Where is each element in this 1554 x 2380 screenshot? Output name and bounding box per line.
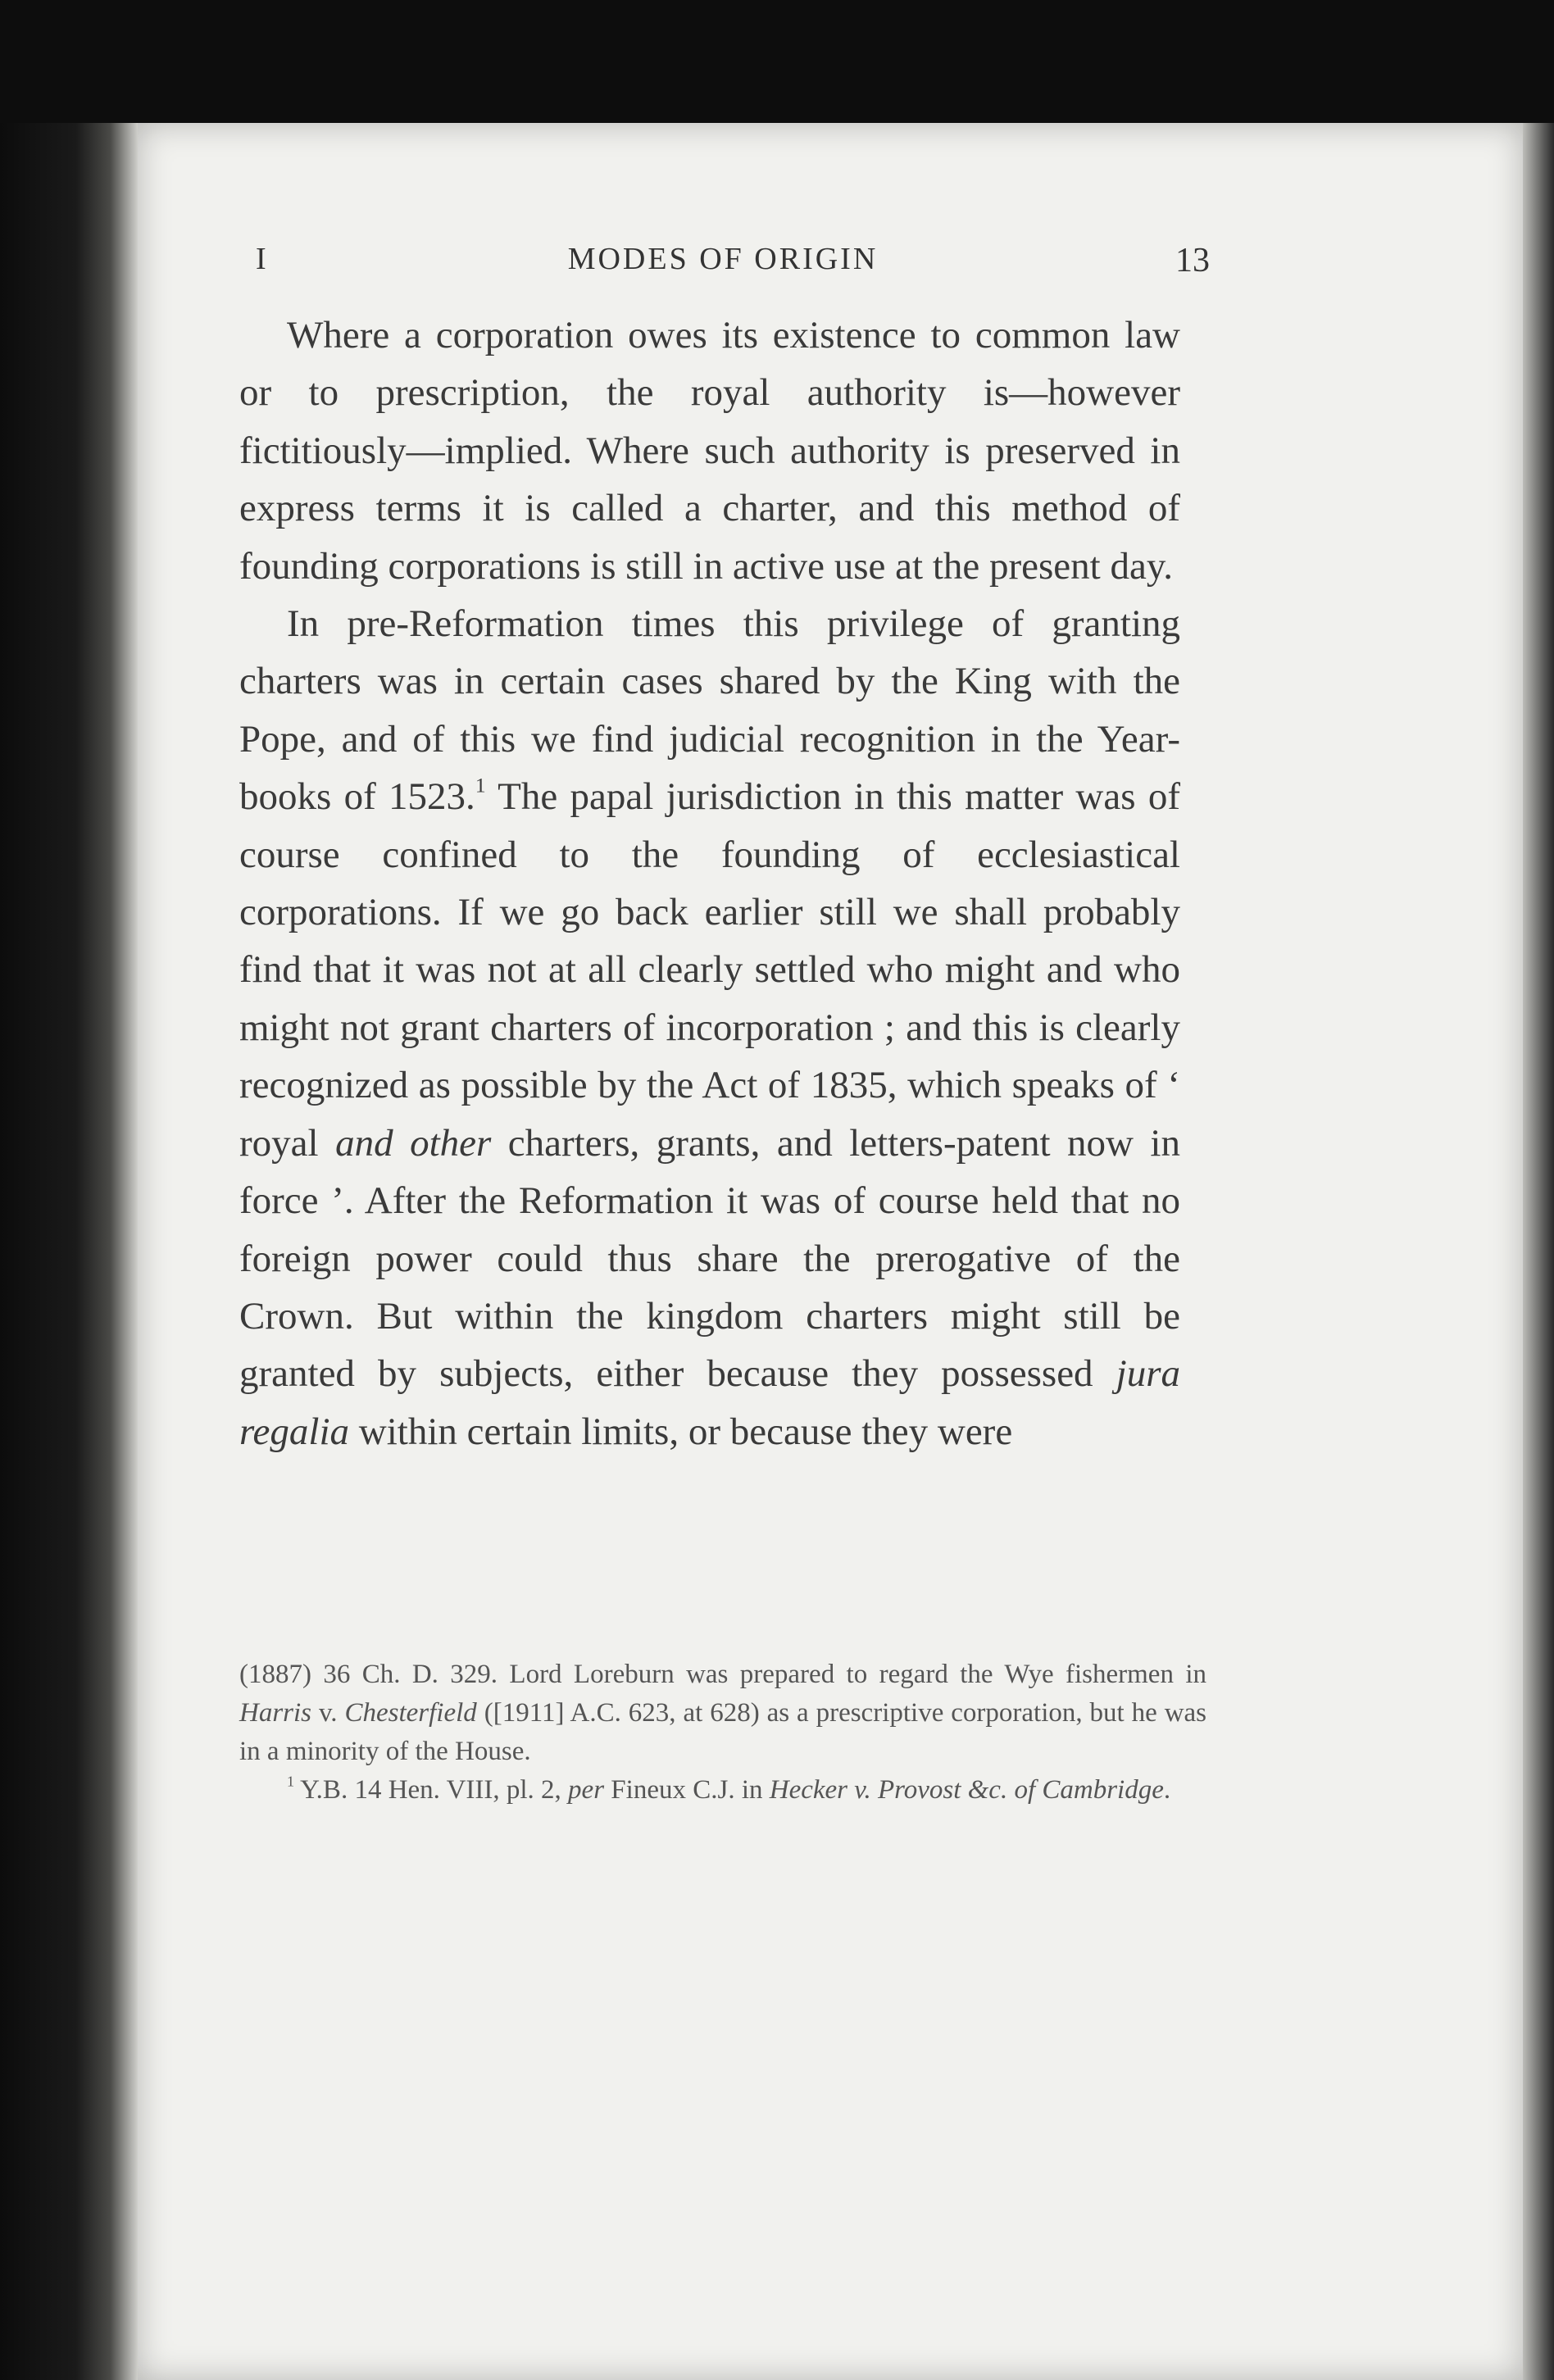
footnote-reference: 1 xyxy=(475,773,486,797)
latin-term: per xyxy=(568,1775,605,1805)
italic-term: jura regalia xyxy=(239,1352,1180,1453)
footnote-continued xyxy=(239,1656,1206,1771)
footnote-text: ([1911] A.C. 623, at 628) as a prescriptive corporation, but he was in a minority of the House. xyxy=(239,1698,1207,1766)
case-name: Chesterfield xyxy=(344,1698,477,1728)
paragraph-2-text: charters, grants, and letters-patent now in force ’. After the Reformation it was of course held that no foreign power could thus share the prerogative of the Crown. But within the kingdom charters might still be granted by subjects, either because they possessed xyxy=(239,1121,1180,1396)
paragraph-2-text: In pre-Reformation times this privilege of granting charters was in certain cases shared by the King with the Pope, and of this we find judicial recognition in the Year-books of 1523. xyxy=(239,602,1180,819)
running-header xyxy=(236,236,1210,293)
body-text xyxy=(239,307,1180,1460)
case-name: Harris xyxy=(239,1698,312,1728)
paragraph-2-text: within certain limits, or because they were xyxy=(349,1410,1013,1453)
page-number: 13 xyxy=(1175,242,1210,279)
paragraph-2-text: The papal jurisdiction in this matter was of course confined to the founding of ecclesiastical corporations. If we go back earlier still we shall probably find that it was not at all clearly settled who might and who might not grant charters of incorporation ; and this is clearly recognized as possible by the Act of 1835, which speaks of ‘ royal xyxy=(239,775,1180,1165)
paragraph-2 xyxy=(239,595,1180,1460)
footnote-text: (1887) 36 Ch. D. 329. Lord Loreburn was prepared to regard the Wye fishermen in xyxy=(239,1660,1206,1689)
footnote-text: Fineux C.J. in xyxy=(604,1775,770,1805)
footnote-1 xyxy=(239,1771,1206,1810)
book-gutter-shadow xyxy=(0,123,138,2380)
page-edge-shadow xyxy=(1523,123,1554,2380)
footnotes xyxy=(239,1656,1206,1810)
footnote-text: v. xyxy=(311,1698,345,1728)
italic-word: and xyxy=(335,1121,393,1165)
footnote-text: . xyxy=(1163,1775,1171,1805)
chapter-number: I xyxy=(256,242,266,276)
paragraph-2-text xyxy=(393,1122,411,1165)
paragraph-1: Where a corporation owes its existence to common law or to prescription, the royal authority is—however fictitiously—implied. Where such authority is preserved in express terms it is called a charter, and this method of founding corporations is still in active use at the present day. xyxy=(239,314,1180,588)
footnote-text: Y.B. 14 Hen. VIII, pl. 2, xyxy=(294,1775,569,1805)
running-title: MODES OF ORIGIN xyxy=(567,242,879,276)
case-name: Hecker v. Provost &c. of Cambridge xyxy=(769,1775,1164,1805)
italic-word: other xyxy=(410,1121,492,1165)
footnote-marker: 1 xyxy=(287,1773,295,1790)
